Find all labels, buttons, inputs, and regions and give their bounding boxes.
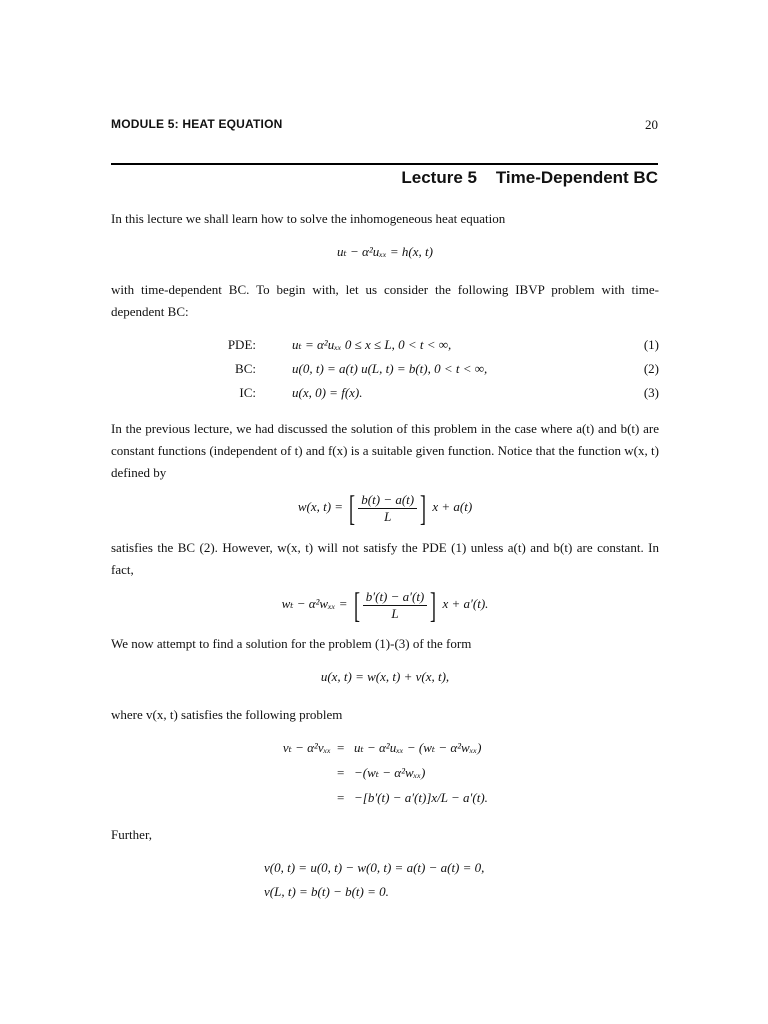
equation-label: IC: <box>239 385 256 400</box>
equation-row-pde <box>111 337 659 357</box>
paragraph-v-problem: where v(x, t) satisfies the following problem <box>111 707 343 722</box>
equation-v-bc-right: v(L, t) = b(t) − b(t) = 0. <box>264 884 389 899</box>
aligned-operator: = <box>337 765 345 780</box>
lecture-title: Lecture 5 Time-Dependent BC <box>401 168 658 187</box>
equation-number: (1) <box>643 337 659 352</box>
paragraph-intro: In this lecture we shall learn how to solve the inhomogeneous heat equation <box>111 211 506 226</box>
numerator: b(t) − a(t) <box>358 492 417 509</box>
equation-number: (2) <box>643 361 659 376</box>
equation-w-definition <box>111 490 659 526</box>
equation-w-residual <box>111 587 659 623</box>
equation-label: PDE: <box>227 337 256 352</box>
right-bracket: ] <box>420 488 427 528</box>
equation-body: u(0, t) = a(t) u(L, t) = b(t), 0 < t < ∞, <box>292 361 488 376</box>
denominator: L <box>384 508 392 524</box>
page-number: 20 <box>645 117 658 132</box>
right-bracket: ] <box>430 585 437 625</box>
denominator: L <box>391 605 399 621</box>
equation-decomposition: u(x, t) = w(x, t) + v(x, t), <box>320 669 450 684</box>
aligned-rhs: uₜ − α²uₓₓ − (wₜ − α²wₓₓ) <box>354 740 482 755</box>
aligned-row-3 <box>251 790 551 810</box>
paragraph-further: Further, <box>111 827 152 842</box>
paragraph-attempt: We now attempt to find a solution for the problem (1)-(3) of the form <box>111 636 472 651</box>
paragraph-satisfies-bc: satisfies the BC (2). However, w(x, t) will not satisfy the PDE (1) unless a(t) and b(t) are constant. In fact, <box>111 540 659 577</box>
header-rule <box>111 163 658 165</box>
equation-row-ic <box>111 385 659 405</box>
aligned-row-2 <box>251 765 551 785</box>
fraction <box>358 492 417 525</box>
equation-rhs: x + a(t) <box>432 498 473 514</box>
aligned-operator: = <box>337 740 345 755</box>
equation-inhomogeneous: uₜ − α²uₓₓ = h(x, t) <box>337 244 433 259</box>
running-header-module: MODULE 5: HEAT EQUATION <box>111 117 283 131</box>
aligned-operator: = <box>337 790 345 805</box>
equation-v-bc-left: v(0, t) = u(0, t) − w(0, t) = a(t) − a(t) = 0, <box>264 860 485 875</box>
equation-body: u(x, 0) = f(x). <box>292 385 363 400</box>
left-bracket: [ <box>353 585 360 625</box>
aligned-row-1 <box>251 740 551 760</box>
equation-rhs: x + a′(t). <box>442 595 489 611</box>
paragraph-previous-lecture: In the previous lecture, we had discussed the solution of this problem in the case where a(t) and b(t) are constant functions (independent of t) and f(x) is a suitable given function. Notice that the function w(x, t) defined by <box>111 421 659 480</box>
fraction <box>363 589 428 622</box>
equation-lhs: w(x, t) = <box>297 498 344 514</box>
equation-body: uₜ = α²uₓₓ 0 ≤ x ≤ L, 0 < t < ∞, <box>292 337 452 352</box>
left-bracket: [ <box>349 488 356 528</box>
numerator: b′(t) − a′(t) <box>363 589 428 606</box>
equation-row-bc <box>111 361 659 381</box>
aligned-rhs: −(wₜ − α²wₓₓ) <box>354 765 426 780</box>
equation-lhs: wₜ − α²wₓₓ = <box>281 595 348 611</box>
paragraph-ibvp: with time-dependent BC. To begin with, let us consider the following IBVP problem with time-dependent BC: <box>111 282 659 319</box>
aligned-lhs: vₜ − α²vₓₓ <box>282 740 331 755</box>
aligned-rhs: −[b′(t) − a′(t)]x/L − a′(t). <box>354 790 488 805</box>
equation-label: BC: <box>235 361 256 376</box>
equation-number: (3) <box>643 385 659 400</box>
